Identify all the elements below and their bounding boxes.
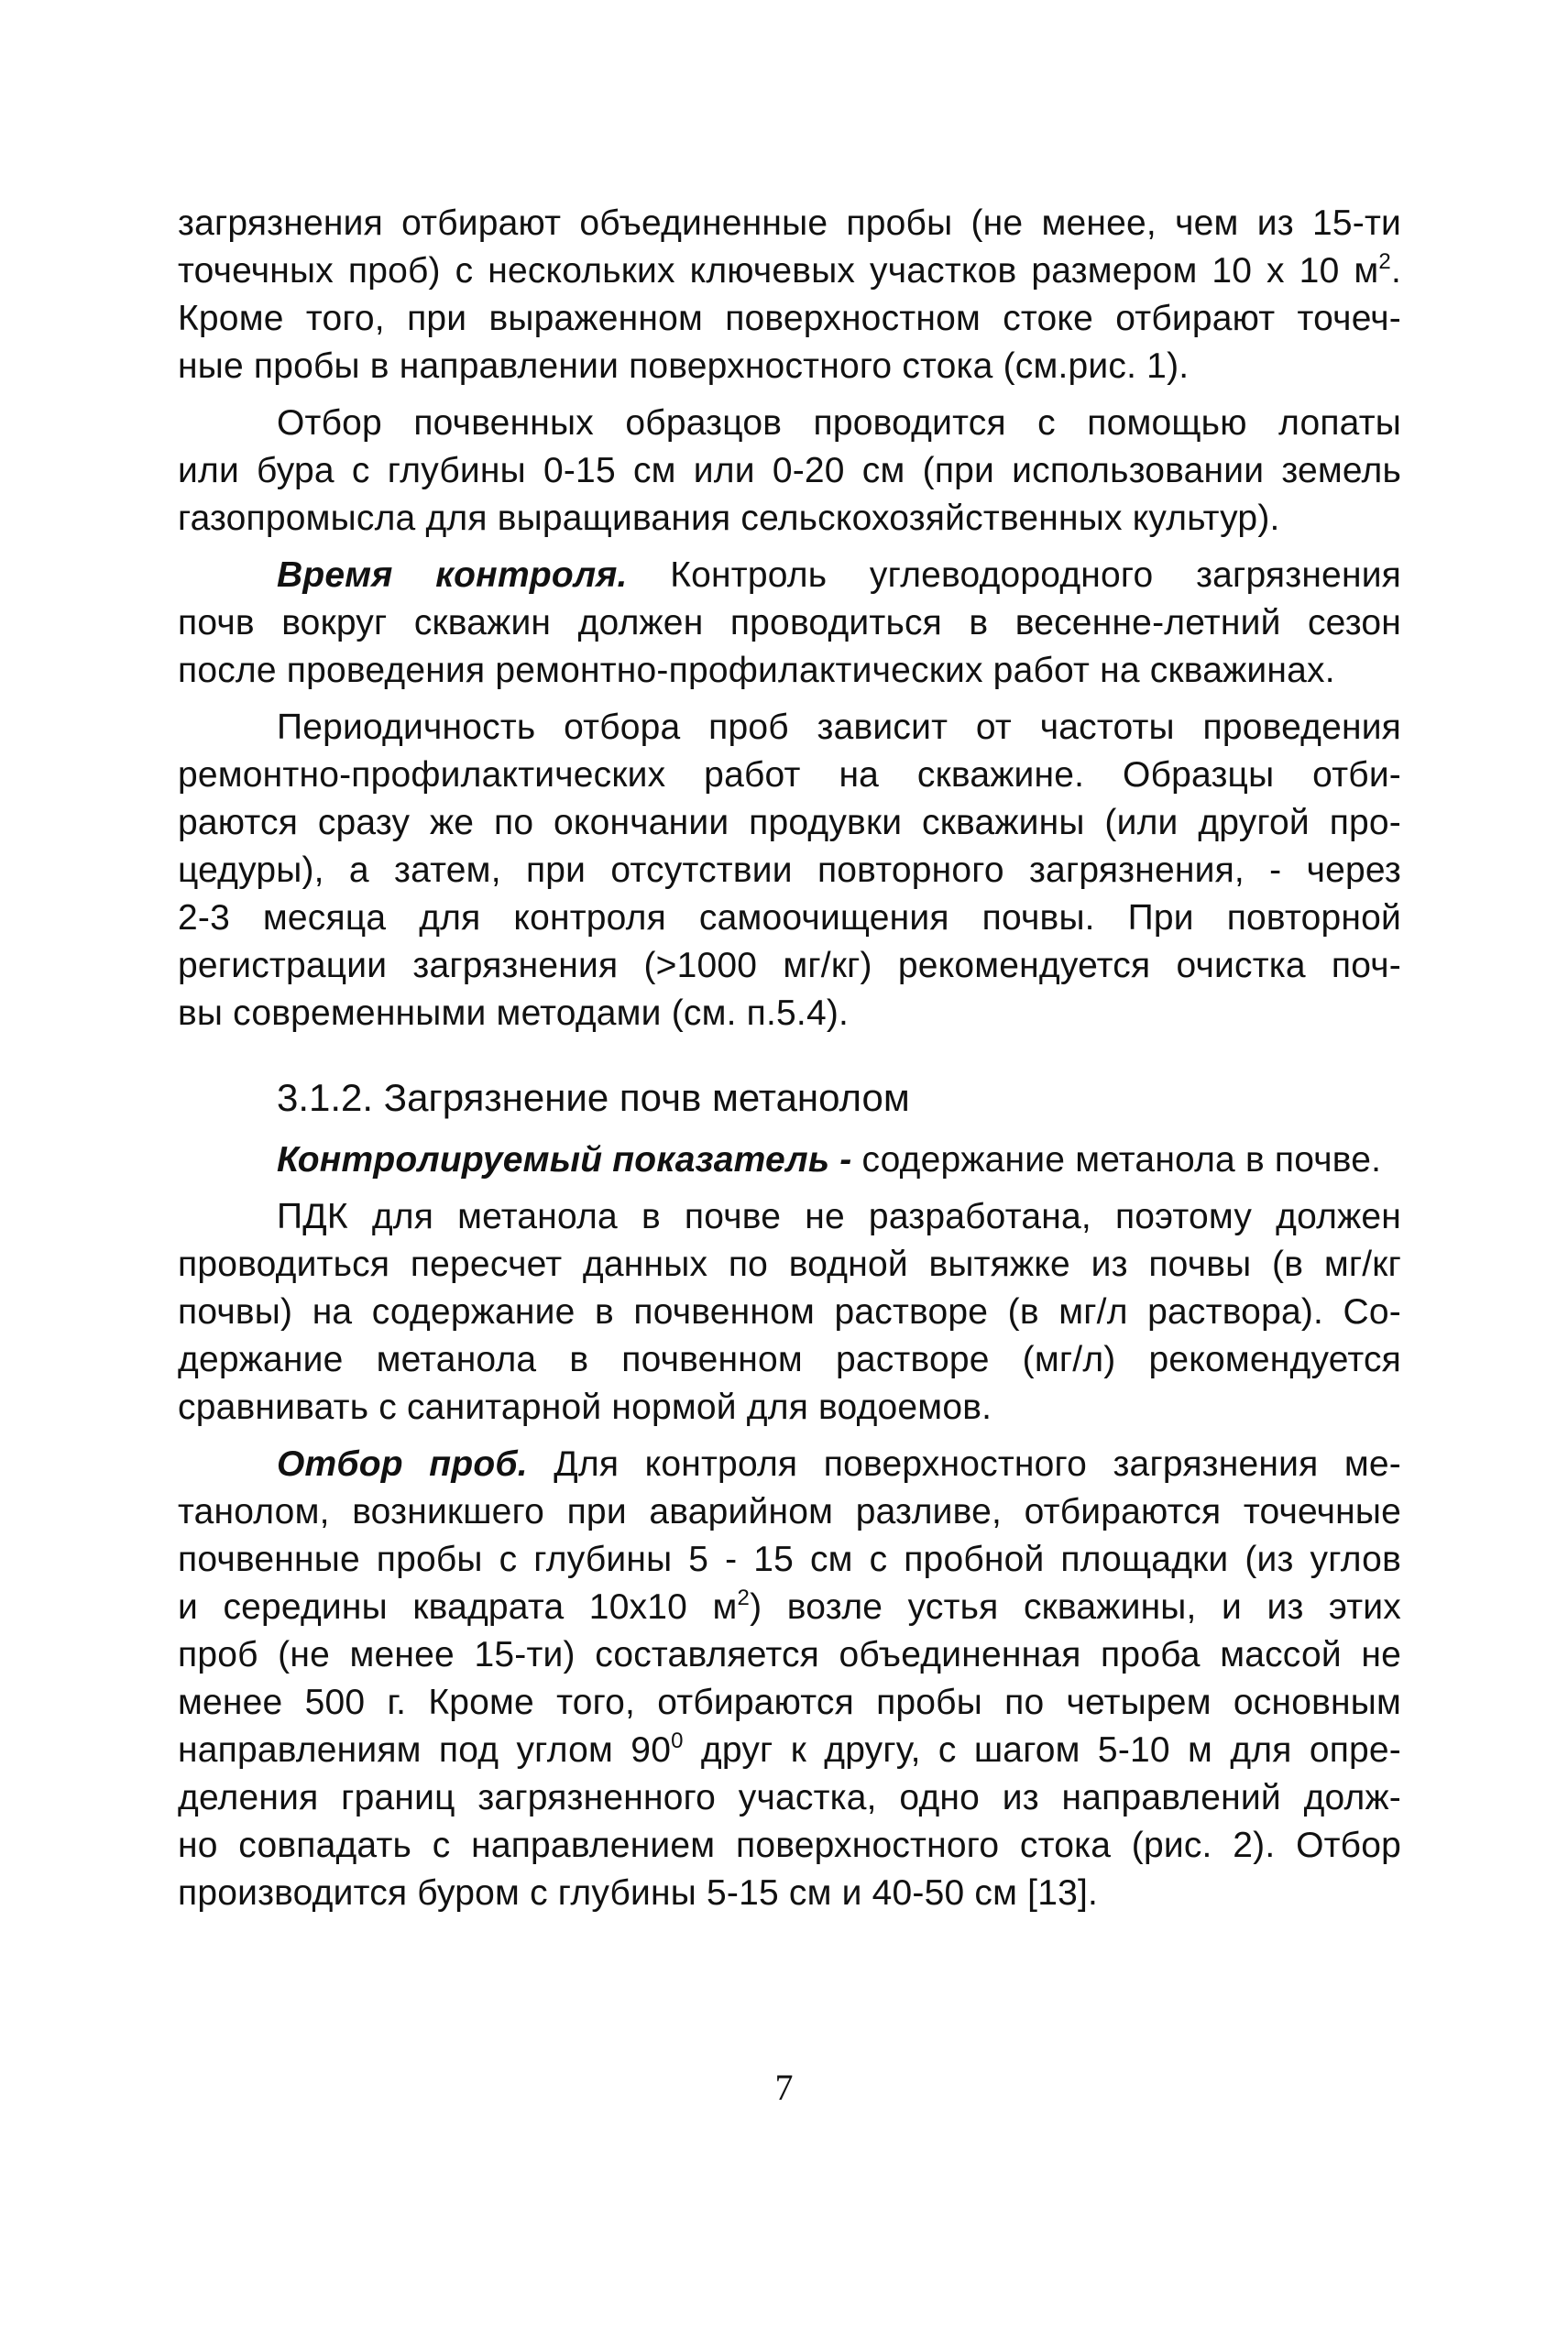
text-line: газопромысла для выращивания сельскохозяйственных культур). [178, 499, 1280, 538]
text-line: проводиться пересчет данных по водной вытяжке из почвы (в мг/кг [178, 1245, 1401, 1284]
text-line: менее 500 г. Кроме того, отбираются пробы по четырем основным [178, 1683, 1401, 1722]
text-line: загрязнения отбирают объединенные пробы (не менее, чем из 15-ти [178, 203, 1401, 243]
run-in-heading: Контролируемый показатель - [277, 1140, 852, 1180]
text-line: ремонтно-профилактических работ на скважине. Образцы отби- [178, 755, 1401, 795]
text-span: Контроль углеводородного загрязнения [627, 555, 1401, 595]
text-line: раются сразу же по окончании продувки скважины (или другой про- [178, 803, 1401, 842]
text-line: после проведения ремонтно-профилактических работ на скважинах. [178, 651, 1335, 690]
text-line: Периодичность отбора проб зависит от частоты проведения [277, 708, 1401, 747]
text-span: друг к другу, с шагом 5-10 м для опре- [683, 1730, 1401, 1770]
text-line: почвы) на содержание в почвенном растворе (в мг/л раствора). Со- [178, 1292, 1401, 1332]
text-line: но совпадать с направлением поверхностного стока (рис. 2). Отбор [178, 1826, 1401, 1865]
text-line: ПДК для метанола в почве не разработана, поэтому должен [277, 1197, 1401, 1236]
text-line: вы современными методами (см. п.5.4). [178, 993, 850, 1033]
run-in-heading: Время контроля. [277, 555, 628, 595]
text-line [178, 1136, 1401, 1184]
text-line [178, 1584, 1401, 1631]
paragraph-control-time [178, 552, 1401, 695]
text-line: Кроме того, при выраженном поверхностном стоке отбирают точеч- [178, 299, 1401, 338]
text-line: деления границ загрязненного участка, одно из направлений долж- [178, 1778, 1401, 1817]
text-line: почвенные пробы с глубины 5 - 15 см с пробной площадки (из углов [178, 1540, 1401, 1579]
text-line: производится буром с глубины 5-15 см и 40-50 см [13]. [178, 1873, 1099, 1913]
text-line: цедуры), а затем, при отсутствии повторного загрязнения, - через [178, 851, 1401, 890]
section-heading: 3.1.2. Загрязнение почв метанолом [277, 1076, 910, 1119]
text-span: направлениям под углом 90 [178, 1730, 672, 1770]
text-line: регистрации загрязнения (>1000 мг/кг) рекомендуется очистка поч- [178, 946, 1401, 985]
text-span: и середины квадрата 10х10 м [178, 1587, 738, 1627]
superscript: 2 [1378, 249, 1391, 274]
paragraph-mpc [178, 1193, 1401, 1432]
paragraph-sample-collection [178, 1441, 1401, 1917]
text-line: Отбор почвенных образцов проводится с помощью лопаты [277, 403, 1401, 443]
text-line: 2-3 месяца для контроля самоочищения почвы. При повторной [178, 898, 1401, 938]
paragraph-controlled-indicator [178, 1136, 1401, 1184]
text-line: проб (не менее 15-ти) составляется объединенная проба массой не [178, 1635, 1401, 1674]
text-line [178, 552, 1401, 599]
paragraph-soil-sampling [178, 400, 1401, 543]
run-in-heading: Отбор проб. [277, 1444, 528, 1484]
text-line [178, 247, 1401, 295]
text-span: Для контроля поверхностного загрязнения ме- [527, 1444, 1401, 1484]
text-line: танолом, возникшего при аварийном разливе, отбираются точечные [178, 1492, 1401, 1531]
text-line: сравнивать с санитарной нормой для водоемов. [178, 1388, 992, 1427]
text-line: почв вокруг скважин должен проводиться в весенне-летний сезон [178, 603, 1401, 642]
paragraph-periodicity [178, 704, 1401, 1037]
page-number: 7 [774, 2067, 794, 2108]
superscript: 2 [737, 1586, 751, 1610]
superscript: 0 [671, 1729, 684, 1753]
text-span: ) возле устья скважины, и из этих [750, 1587, 1401, 1627]
text-span: . [1390, 251, 1401, 291]
text-line: или бура с глубины 0-15 см или 0-20 см (при использовании земель [178, 451, 1401, 490]
text-line: ные пробы в направлении поверхностного стока (см.рис. 1). [178, 346, 1190, 386]
paragraph-sampling-continued [178, 200, 1401, 390]
document-page [178, 200, 1401, 1926]
text-span: содержание метанола в почве. [851, 1140, 1382, 1180]
text-span: точечных проб) с нескольких ключевых участков размером 10 х 10 м [178, 251, 1379, 291]
text-line: держание метанола в почвенном растворе (мг/л) рекомендуется [178, 1340, 1401, 1379]
text-line [178, 1441, 1401, 1488]
text-line [178, 1727, 1401, 1774]
